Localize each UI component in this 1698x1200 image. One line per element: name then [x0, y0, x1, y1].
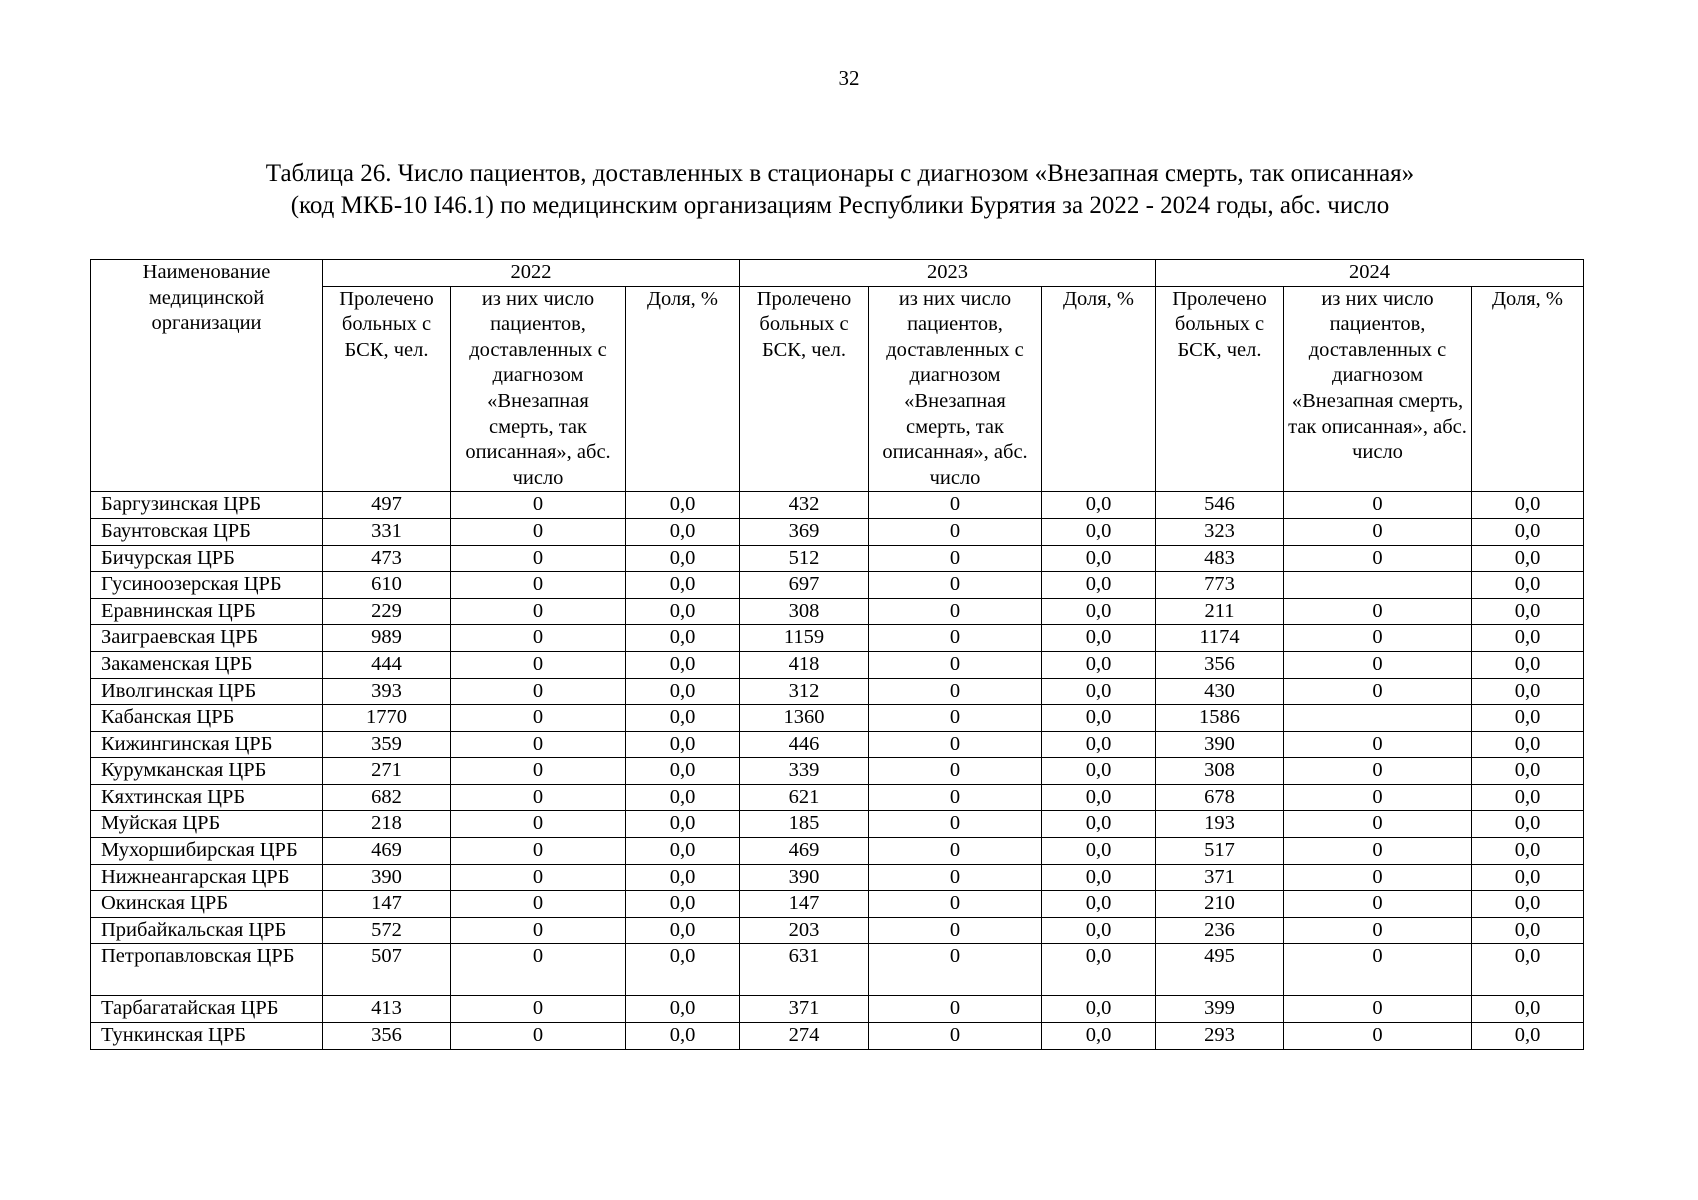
- delivered-2023-cell: 0: [869, 598, 1042, 625]
- treated-2023-cell: 697: [740, 572, 869, 599]
- delivered-2022-cell: 0: [451, 1023, 626, 1050]
- table-row: [91, 678, 1584, 705]
- year-header-2024: 2024: [1156, 260, 1584, 287]
- delivered-2024-cell: 0: [1284, 944, 1472, 996]
- delivered-2024-cell: 0: [1284, 996, 1472, 1023]
- delivered-2024-cell: 0: [1284, 917, 1472, 944]
- org-name-cell: Муйская ЦРБ: [91, 811, 323, 838]
- table-row: [91, 784, 1584, 811]
- treated-2022-cell: 271: [323, 758, 451, 785]
- share-2022-cell: 0,0: [626, 518, 740, 545]
- share-2022-cell: 0,0: [626, 545, 740, 572]
- share-2023-cell: 0,0: [1042, 758, 1156, 785]
- org-name-cell: Гусиноозерская ЦРБ: [91, 572, 323, 599]
- treated-2024-cell: 1174: [1156, 625, 1284, 652]
- delivered-2022-cell: 0: [451, 492, 626, 519]
- header-row-years: [91, 260, 1584, 287]
- treated-2022-cell: 218: [323, 811, 451, 838]
- treated-2023-cell: 1360: [740, 705, 869, 732]
- org-column-header: Наименование медицинской организации: [91, 260, 323, 492]
- org-name-cell: Тарбагатайская ЦРБ: [91, 996, 323, 1023]
- delivered-2023-cell: 0: [869, 492, 1042, 519]
- table-row: [91, 731, 1584, 758]
- org-name-cell: Кяхтинская ЦРБ: [91, 784, 323, 811]
- share-2024-cell: 0,0: [1472, 944, 1584, 996]
- share-2024-cell: 0,0: [1472, 572, 1584, 599]
- share-2023-cell: 0,0: [1042, 1023, 1156, 1050]
- treated-2023-cell: 631: [740, 944, 869, 996]
- treated-2023-cell: 369: [740, 518, 869, 545]
- treated-2024-cell: 193: [1156, 811, 1284, 838]
- year-header-2022: 2022: [323, 260, 740, 287]
- delivered-2024-cell: 0: [1284, 625, 1472, 652]
- share-2022-cell: 0,0: [626, 598, 740, 625]
- share-2023-cell: 0,0: [1042, 678, 1156, 705]
- share-2024-cell: 0,0: [1472, 545, 1584, 572]
- treated-2024-cell: 236: [1156, 917, 1284, 944]
- share-2023-cell: 0,0: [1042, 891, 1156, 918]
- treated-2023-cell: 390: [740, 864, 869, 891]
- delivered-2023-cell: 0: [869, 891, 1042, 918]
- share-2023-cell: 0,0: [1042, 545, 1156, 572]
- treated-2022-cell: 229: [323, 598, 451, 625]
- delivered-header-2022: из них число пациентов, доставленных с диагнозом «Внезапная смерть, так описанная», абс. число: [451, 286, 626, 492]
- share-2022-cell: 0,0: [626, 1023, 740, 1050]
- share-2024-cell: 0,0: [1472, 784, 1584, 811]
- share-2022-cell: 0,0: [626, 811, 740, 838]
- share-2024-cell: 0,0: [1472, 917, 1584, 944]
- treated-2024-cell: 546: [1156, 492, 1284, 519]
- treated-2023-cell: 312: [740, 678, 869, 705]
- delivered-2023-cell: 0: [869, 758, 1042, 785]
- delivered-2023-cell: 0: [869, 518, 1042, 545]
- treated-2023-cell: 469: [740, 838, 869, 865]
- org-name-cell: Тункинская ЦРБ: [91, 1023, 323, 1050]
- table-row: [91, 518, 1584, 545]
- share-2023-cell: 0,0: [1042, 838, 1156, 865]
- share-2023-cell: 0,0: [1042, 996, 1156, 1023]
- share-header-2022: Доля, %: [626, 286, 740, 492]
- share-2024-cell: 0,0: [1472, 731, 1584, 758]
- data-table: [90, 259, 1584, 1050]
- treated-2022-cell: 356: [323, 1023, 451, 1050]
- share-2022-cell: 0,0: [626, 996, 740, 1023]
- share-2022-cell: 0,0: [626, 917, 740, 944]
- caption-line-2: (код МКБ-10 I46.1) по медицинским организациям Республики Бурятия за 2022 - 2024 годы, абс. число: [290, 192, 1390, 219]
- share-2023-cell: 0,0: [1042, 518, 1156, 545]
- share-2023-cell: 0,0: [1042, 864, 1156, 891]
- delivered-2024-cell: [1284, 572, 1472, 599]
- share-2022-cell: 0,0: [626, 944, 740, 996]
- delivered-header-2024: из них число пациентов, доставленных с диагнозом «Внезапная смерть, так описанная», абс. число: [1284, 286, 1472, 492]
- treated-2022-cell: 1770: [323, 705, 451, 732]
- delivered-2024-cell: 0: [1284, 731, 1472, 758]
- share-2024-cell: 0,0: [1472, 891, 1584, 918]
- delivered-2024-cell: 0: [1284, 891, 1472, 918]
- table-row: [91, 838, 1584, 865]
- treated-2022-cell: 610: [323, 572, 451, 599]
- share-header-2023: Доля, %: [1042, 286, 1156, 492]
- treated-2023-cell: 203: [740, 917, 869, 944]
- table-row: [91, 705, 1584, 732]
- delivered-2022-cell: 0: [451, 758, 626, 785]
- delivered-2023-cell: 0: [869, 678, 1042, 705]
- share-2022-cell: 0,0: [626, 784, 740, 811]
- share-2022-cell: 0,0: [626, 864, 740, 891]
- share-2023-cell: 0,0: [1042, 731, 1156, 758]
- org-name-cell: Еравнинская ЦРБ: [91, 598, 323, 625]
- share-2023-cell: 0,0: [1042, 492, 1156, 519]
- delivered-2023-cell: 0: [869, 996, 1042, 1023]
- share-2022-cell: 0,0: [626, 891, 740, 918]
- treated-2023-cell: 512: [740, 545, 869, 572]
- treated-2023-cell: 446: [740, 731, 869, 758]
- delivered-2022-cell: 0: [451, 944, 626, 996]
- year-header-2023: 2023: [740, 260, 1156, 287]
- table-row: [91, 996, 1584, 1023]
- share-2022-cell: 0,0: [626, 678, 740, 705]
- treated-2022-cell: 989: [323, 625, 451, 652]
- share-2022-cell: 0,0: [626, 572, 740, 599]
- delivered-2022-cell: 0: [451, 678, 626, 705]
- treated-2022-cell: 473: [323, 545, 451, 572]
- delivered-2024-cell: 0: [1284, 811, 1472, 838]
- treated-header-2023: Пролечено больных с БСК, чел.: [740, 286, 869, 492]
- share-2023-cell: 0,0: [1042, 917, 1156, 944]
- delivered-2022-cell: 0: [451, 784, 626, 811]
- delivered-2023-cell: 0: [869, 651, 1042, 678]
- table-row: [91, 944, 1584, 996]
- delivered-2024-cell: 0: [1284, 651, 1472, 678]
- table-row: [91, 545, 1584, 572]
- treated-header-2024: Пролечено больных с БСК, чел.: [1156, 286, 1284, 492]
- treated-2024-cell: 308: [1156, 758, 1284, 785]
- share-header-2024: Доля, %: [1472, 286, 1584, 492]
- org-name-cell: Мухоршибирская ЦРБ: [91, 838, 323, 865]
- treated-2024-cell: 293: [1156, 1023, 1284, 1050]
- treated-2024-cell: 210: [1156, 891, 1284, 918]
- treated-2022-cell: 444: [323, 651, 451, 678]
- delivered-2022-cell: 0: [451, 917, 626, 944]
- treated-2023-cell: 308: [740, 598, 869, 625]
- treated-2022-cell: 507: [323, 944, 451, 996]
- delivered-2024-cell: 0: [1284, 758, 1472, 785]
- treated-2024-cell: 430: [1156, 678, 1284, 705]
- table-row: [91, 625, 1584, 652]
- treated-2024-cell: 211: [1156, 598, 1284, 625]
- delivered-2024-cell: 0: [1284, 864, 1472, 891]
- delivered-2024-cell: 0: [1284, 838, 1472, 865]
- delivered-2023-cell: 0: [869, 864, 1042, 891]
- org-name-cell: Баргузинская ЦРБ: [91, 492, 323, 519]
- treated-2023-cell: 1159: [740, 625, 869, 652]
- treated-2023-cell: 418: [740, 651, 869, 678]
- delivered-2022-cell: 0: [451, 598, 626, 625]
- treated-2023-cell: 147: [740, 891, 869, 918]
- delivered-2022-cell: 0: [451, 731, 626, 758]
- treated-2023-cell: 185: [740, 811, 869, 838]
- delivered-2024-cell: 0: [1284, 784, 1472, 811]
- treated-2023-cell: 371: [740, 996, 869, 1023]
- table-row: [91, 811, 1584, 838]
- org-name-cell: Заиграевская ЦРБ: [91, 625, 323, 652]
- table-body: [91, 492, 1584, 1049]
- delivered-2023-cell: 0: [869, 1023, 1042, 1050]
- delivered-2022-cell: 0: [451, 811, 626, 838]
- share-2023-cell: 0,0: [1042, 598, 1156, 625]
- org-name-cell: Прибайкальская ЦРБ: [91, 917, 323, 944]
- treated-2022-cell: 147: [323, 891, 451, 918]
- delivered-2023-cell: 0: [869, 784, 1042, 811]
- org-name-cell: Кижингинская ЦРБ: [91, 731, 323, 758]
- treated-2024-cell: 678: [1156, 784, 1284, 811]
- treated-2022-cell: 359: [323, 731, 451, 758]
- treated-2022-cell: 682: [323, 784, 451, 811]
- delivered-2024-cell: [1284, 705, 1472, 732]
- delivered-2023-cell: 0: [869, 625, 1042, 652]
- table-row: [91, 917, 1584, 944]
- org-name-cell: Курумканская ЦРБ: [91, 758, 323, 785]
- treated-2022-cell: 497: [323, 492, 451, 519]
- treated-2024-cell: 517: [1156, 838, 1284, 865]
- treated-2024-cell: 399: [1156, 996, 1284, 1023]
- share-2024-cell: 0,0: [1472, 811, 1584, 838]
- delivered-2024-cell: 0: [1284, 492, 1472, 519]
- org-name-cell: Баунтовская ЦРБ: [91, 518, 323, 545]
- share-2024-cell: 0,0: [1472, 864, 1584, 891]
- share-2024-cell: 0,0: [1472, 758, 1584, 785]
- treated-2024-cell: 483: [1156, 545, 1284, 572]
- delivered-2024-cell: 0: [1284, 598, 1472, 625]
- delivered-2023-cell: 0: [869, 917, 1042, 944]
- treated-2022-cell: 469: [323, 838, 451, 865]
- delivered-2024-cell: 0: [1284, 518, 1472, 545]
- share-2022-cell: 0,0: [626, 651, 740, 678]
- share-2024-cell: 0,0: [1472, 651, 1584, 678]
- org-name-cell: Иволгинская ЦРБ: [91, 678, 323, 705]
- treated-2024-cell: 495: [1156, 944, 1284, 996]
- treated-2024-cell: 1586: [1156, 705, 1284, 732]
- treated-2023-cell: 432: [740, 492, 869, 519]
- share-2023-cell: 0,0: [1042, 625, 1156, 652]
- delivered-2024-cell: 0: [1284, 545, 1472, 572]
- delivered-2023-cell: 0: [869, 838, 1042, 865]
- treated-2022-cell: 413: [323, 996, 451, 1023]
- share-2022-cell: 0,0: [626, 838, 740, 865]
- share-2024-cell: 0,0: [1472, 518, 1584, 545]
- table-row: [91, 758, 1584, 785]
- treated-2022-cell: 393: [323, 678, 451, 705]
- treated-2023-cell: 339: [740, 758, 869, 785]
- delivered-2022-cell: 0: [451, 891, 626, 918]
- delivered-2024-cell: 0: [1284, 1023, 1472, 1050]
- share-2024-cell: 0,0: [1472, 678, 1584, 705]
- treated-header-2022: Пролечено больных с БСК, чел.: [323, 286, 451, 492]
- delivered-2022-cell: 0: [451, 518, 626, 545]
- table-row: [91, 891, 1584, 918]
- treated-2024-cell: 323: [1156, 518, 1284, 545]
- table-row: [91, 572, 1584, 599]
- table-caption: [140, 158, 1540, 222]
- share-2022-cell: 0,0: [626, 492, 740, 519]
- share-2024-cell: 0,0: [1472, 598, 1584, 625]
- org-name-cell: Закаменская ЦРБ: [91, 651, 323, 678]
- delivered-2024-cell: 0: [1284, 678, 1472, 705]
- caption-line-1: Таблица 26. Число пациентов, доставленных в стационары с диагнозом «Внезапная смерть, так описанная»: [265, 160, 1415, 187]
- delivered-2022-cell: 0: [451, 545, 626, 572]
- delivered-2022-cell: 0: [451, 651, 626, 678]
- org-name-cell: Петропавловская ЦРБ: [91, 944, 323, 996]
- org-name-cell: Кабанская ЦРБ: [91, 705, 323, 732]
- treated-2024-cell: 356: [1156, 651, 1284, 678]
- table-row: [91, 1023, 1584, 1050]
- delivered-2023-cell: 0: [869, 572, 1042, 599]
- treated-2022-cell: 390: [323, 864, 451, 891]
- org-name-cell: Бичурская ЦРБ: [91, 545, 323, 572]
- share-2023-cell: 0,0: [1042, 651, 1156, 678]
- table-row: [91, 492, 1584, 519]
- share-2023-cell: 0,0: [1042, 944, 1156, 996]
- share-2023-cell: 0,0: [1042, 572, 1156, 599]
- share-2022-cell: 0,0: [626, 731, 740, 758]
- share-2024-cell: 0,0: [1472, 996, 1584, 1023]
- share-2024-cell: 0,0: [1472, 492, 1584, 519]
- delivered-2023-cell: 0: [869, 731, 1042, 758]
- delivered-2022-cell: 0: [451, 625, 626, 652]
- share-2024-cell: 0,0: [1472, 838, 1584, 865]
- delivered-2023-cell: 0: [869, 545, 1042, 572]
- treated-2023-cell: 621: [740, 784, 869, 811]
- treated-2023-cell: 274: [740, 1023, 869, 1050]
- delivered-2022-cell: 0: [451, 838, 626, 865]
- delivered-header-2023: из них число пациентов, доставленных с диагнозом «Внезапная смерть, так описанная», абс. число: [869, 286, 1042, 492]
- treated-2022-cell: 572: [323, 917, 451, 944]
- treated-2024-cell: 390: [1156, 731, 1284, 758]
- page-number: 32: [838, 66, 860, 90]
- delivered-2023-cell: 0: [869, 705, 1042, 732]
- share-2022-cell: 0,0: [626, 705, 740, 732]
- treated-2022-cell: 331: [323, 518, 451, 545]
- org-name-cell: Окинская ЦРБ: [91, 891, 323, 918]
- table-row: [91, 651, 1584, 678]
- table-row: [91, 598, 1584, 625]
- delivered-2022-cell: 0: [451, 572, 626, 599]
- delivered-2022-cell: 0: [451, 996, 626, 1023]
- treated-2024-cell: 371: [1156, 864, 1284, 891]
- org-name-cell: Нижнеангарская ЦРБ: [91, 864, 323, 891]
- delivered-2022-cell: 0: [451, 705, 626, 732]
- share-2022-cell: 0,0: [626, 758, 740, 785]
- share-2023-cell: 0,0: [1042, 705, 1156, 732]
- delivered-2022-cell: 0: [451, 864, 626, 891]
- treated-2024-cell: 773: [1156, 572, 1284, 599]
- share-2024-cell: 0,0: [1472, 625, 1584, 652]
- share-2023-cell: 0,0: [1042, 784, 1156, 811]
- table-row: [91, 864, 1584, 891]
- delivered-2023-cell: 0: [869, 944, 1042, 996]
- share-2024-cell: 0,0: [1472, 1023, 1584, 1050]
- share-2024-cell: 0,0: [1472, 705, 1584, 732]
- share-2022-cell: 0,0: [626, 625, 740, 652]
- share-2023-cell: 0,0: [1042, 811, 1156, 838]
- delivered-2023-cell: 0: [869, 811, 1042, 838]
